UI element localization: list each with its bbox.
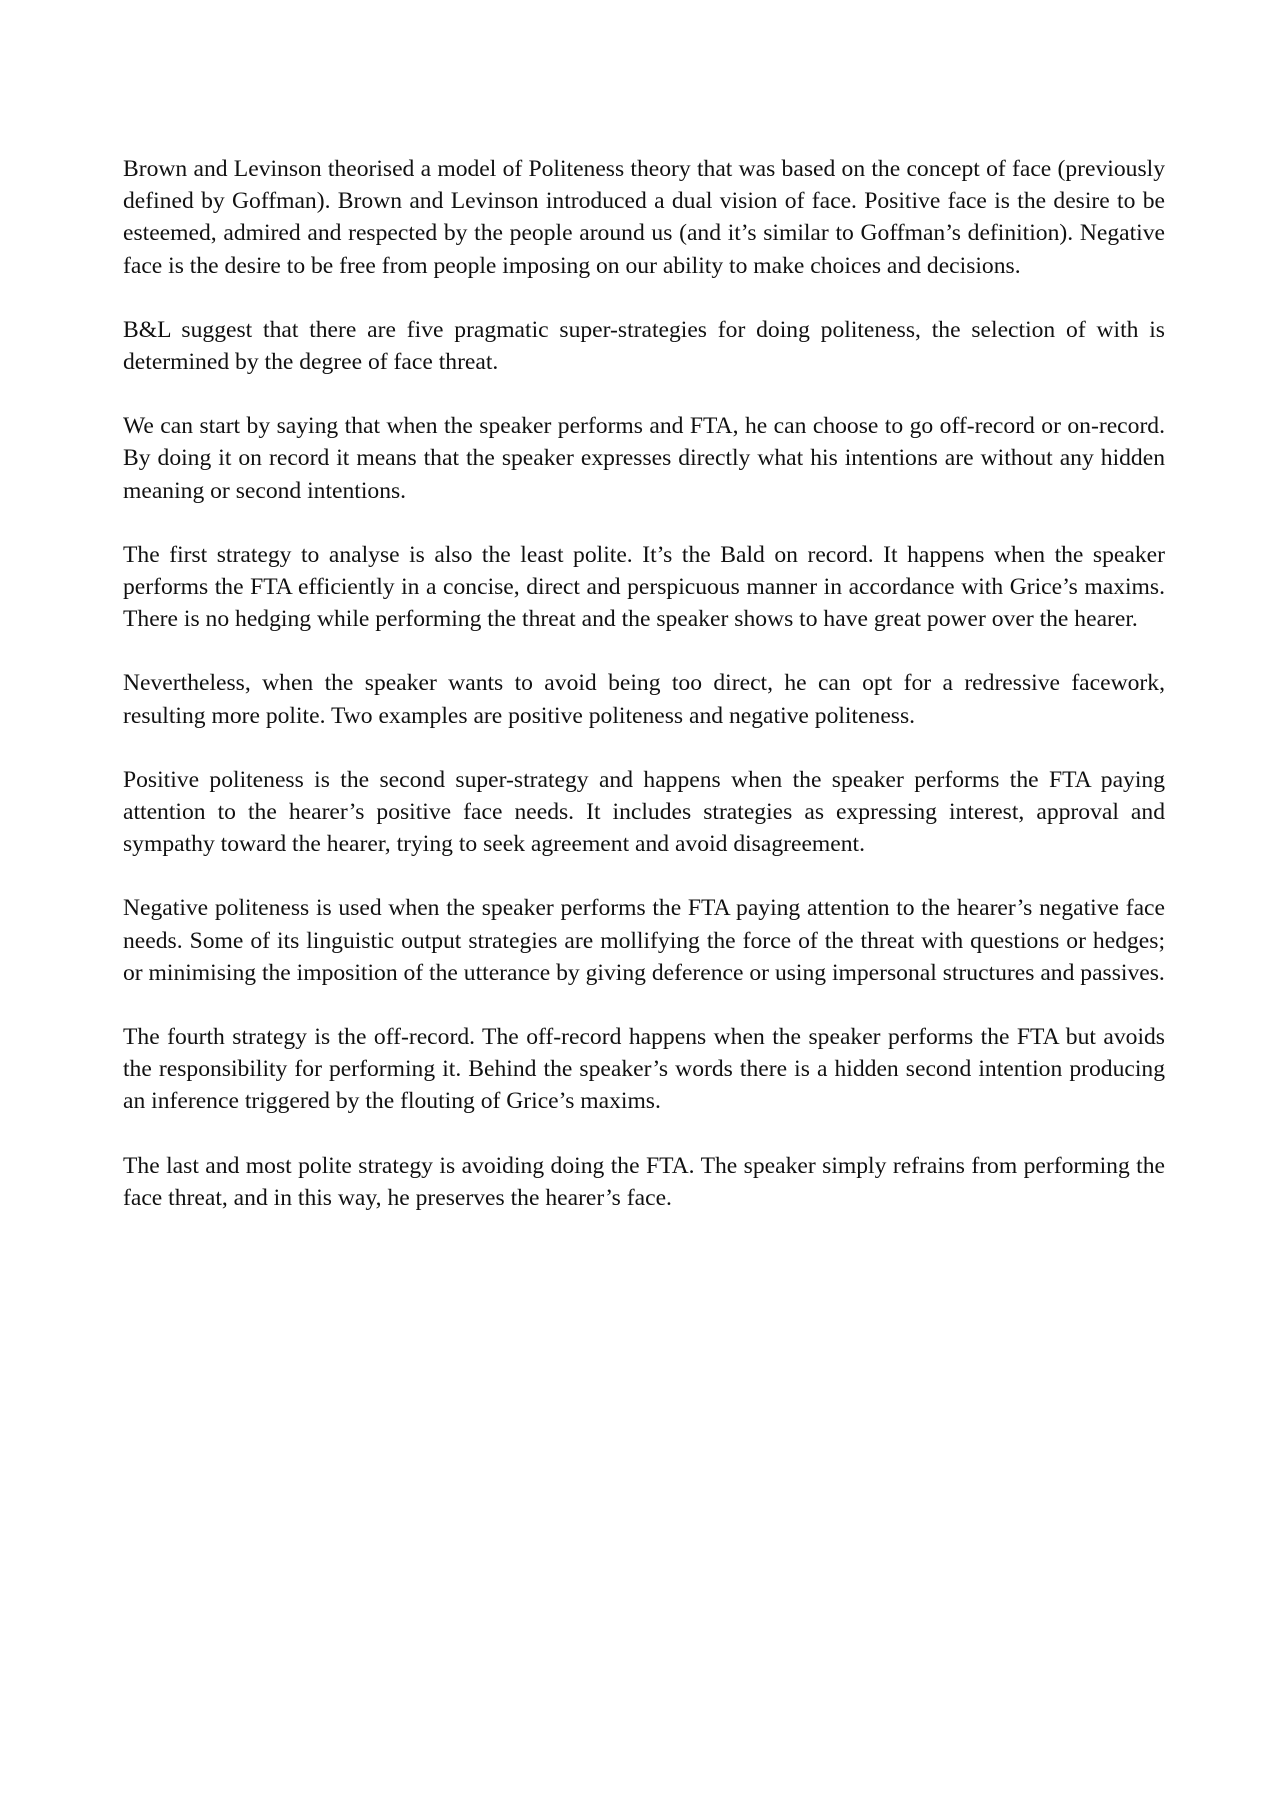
paragraph-on-off-record: We can start by saying that when the speaker performs and FTA, he can choose to go off-record or on-record. By doing it on record it means that the speaker expresses directly what his intentions are without any hidden meaning or second intentions. xyxy=(123,413,1165,504)
paragraph-super-strategies: B&L suggest that there are five pragmatic super-strategies for doing politeness, the selection of with is determined by the degree of face threat. xyxy=(123,316,1165,376)
paragraph-positive-politeness: Positive politeness is the second super-strategy and happens when the speaker performs the FTA paying attention to the hearer’s positive face needs. It includes strategies as expressing interest, approval and sympathy toward the hearer, trying to seek agreement and avoid disagreement. xyxy=(123,766,1165,858)
paragraph-face-theory: Brown and Levinson theorised a model of Politeness theory that was based on the concept of face (previously defined by Goffman). Brown and Levinson introduced a dual vision of face. Positive face is the desire to be esteemed, admired and respected by the people around us (and it’s similar to Goffman’s definition). Negative face is the desire to be free from people imposing on our ability to make choices and decisions. xyxy=(123,156,1165,279)
paragraph-avoiding-fta: The last and most polite strategy is avoiding doing the FTA. The speaker simply refrains from performing the face threat, and in this way, he preserves the hearer’s face. xyxy=(123,1152,1165,1211)
document-body xyxy=(123,153,1165,1246)
paragraph-off-record: The fourth strategy is the off-record. The off-record happens when the speaker performs the FTA but avoids the responsibility for performing it. Behind the speaker’s words there is a hidden second intention producing an inference triggered by the flouting of Grice’s maxims. xyxy=(123,1024,1165,1115)
paragraph-bald-on-record: The first strategy to analyse is also the least polite. It’s the Bald on record. It happens when the speaker performs the FTA efficiently in a concise, direct and perspicuous manner in accordance with Grice’s maxims. There is no hedging while performing the threat and the speaker shows to have great power over the hearer. xyxy=(123,541,1165,633)
paragraph-redressive-facework: Nevertheless, when the speaker wants to avoid being too direct, he can opt for a redressive facework, resulting more polite. Two examples are positive politeness and negative politeness. xyxy=(123,670,1165,729)
paragraph-negative-politeness: Negative politeness is used when the speaker performs the FTA paying attention to the hearer’s negative face needs. Some of its linguistic output strategies are mollifying the force of the threat with questions or hedges; or minimising the imposition of the utterance by giving deference or using impersonal structures and passives. xyxy=(123,895,1165,986)
